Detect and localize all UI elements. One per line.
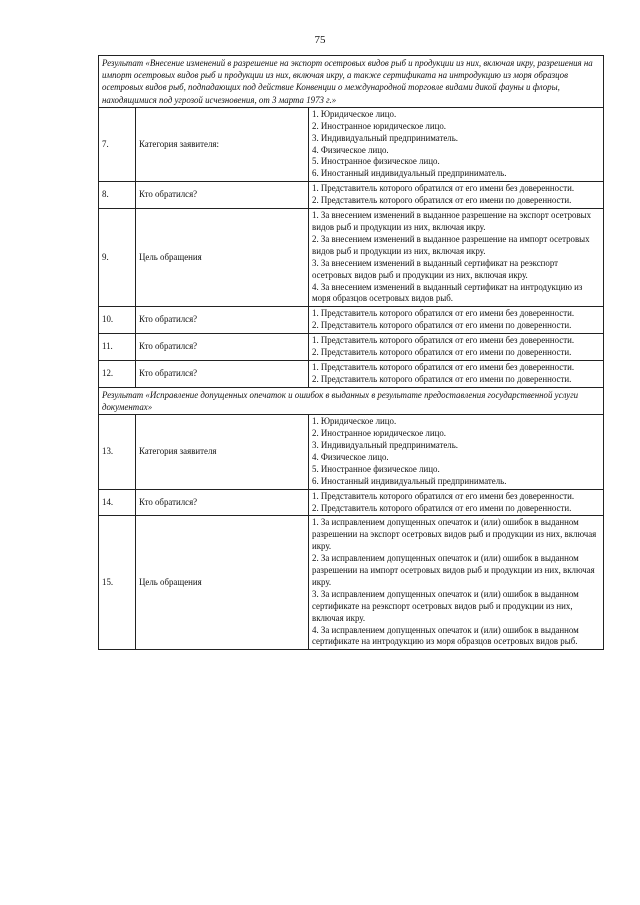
row-number: 7. [99,107,136,181]
question-cell: Категория заявителя: [136,107,309,181]
survey-table [98,55,604,650]
question-cell: Цель обращения [136,209,309,307]
page-number: 75 [314,34,326,46]
row-number: 10. [99,307,136,334]
answer-option: 5. Иностранное физическое лицо. [312,463,440,474]
answer-option: 1. Юридическое лицо. [312,416,397,427]
row-number: 15. [99,516,136,650]
table-row [99,360,604,387]
question-cell: Кто обратился? [136,489,309,516]
answers-cell [309,107,604,181]
answer-option: 3. Индивидуальный предприниматель. [312,439,458,450]
answer-option: 6. Иностанный индивидуальный предприниматель. [312,168,507,179]
row-number: 8. [99,182,136,209]
question-cell: Кто обратился? [136,334,309,361]
answers-cell [309,489,604,516]
answers-cell [309,334,604,361]
table-row [99,516,604,650]
question-cell: Кто обратился? [136,307,309,334]
answer-option: 1. Представитель которого обратился от его имени без доверенности. [312,183,575,194]
answer-option: 5. Иностранное физическое лицо. [312,156,440,167]
result-header-row [99,387,604,414]
question-cell: Кто обратился? [136,360,309,387]
answer-option: 4. За исправлением допущенных опечаток и (или) ошибок в выданном сертификате на интродукцию из моря образцов осетровых видов рыб. [312,624,579,647]
row-number: 14. [99,489,136,516]
answer-option: 1. За исправлением допущенных опечаток и (или) ошибок в выданном разрешении на экспорт осетровых видов рыб и продукции из них, включая икру. [312,517,597,552]
row-number: 13. [99,415,136,489]
answer-option: 2. За исправлением допущенных опечаток и (или) ошибок в выданном разрешении на импорт осетровых видов рыб и продукции из них, включая икру. [312,553,595,587]
answers-cell [309,307,604,334]
survey-table-body [99,56,604,650]
answer-option: 2. Представитель которого обратился от его имени по доверенности. [312,195,572,206]
answer-option: 2. Иностранное юридическое лицо. [312,120,446,131]
question-cell: Цель обращения [136,516,309,650]
answer-option: 1. За внесением изменений в выданное разрешение на экспорт осетровых видов рыб и продукции из них, включая икру. [312,210,592,232]
row-number: 12. [99,360,136,387]
answer-option: 2. За внесением изменений в выданное разрешение на импорт осетровых видов рыб и продукции из них, включая икру. [312,233,590,256]
table-row [99,307,604,334]
answer-option: 2. Представитель которого обратился от его имени по доверенности. [312,347,572,358]
answer-option: 3. За внесением изменений в выданный сертификат на реэкспорт осетровых видов рыб и продукции из них, включая икру. [312,257,559,280]
answer-option: 4. Физическое лицо. [312,451,389,462]
answer-option: 2. Представитель которого обратился от его имени по доверенности. [312,502,572,513]
answers-cell [309,209,604,307]
answer-option: 1. Представитель которого обратился от его имени без доверенности. [312,308,575,319]
table-row [99,182,604,209]
result-header: Результат «Внесение изменений в разрешение на экспорт осетровых видов рыб и продукции из них, включая икру, разрешения на импорт осетровых видов рыб и продукции из них, включая икру, а также сертификата на интродукцию из моря образцов осетровых видов рыб, подпадающих под действие Конвенции о международной торговле видами дикой фауны и флоры, находящимися под угрозой исчезновения, от 3 марта 1973 г.» [99,56,604,108]
answer-option: 1. Представитель которого обратился от его имени без доверенности. [312,335,575,346]
answer-option: 1. Представитель которого обратился от его имени без доверенности. [312,490,575,501]
row-number: 11. [99,334,136,361]
answers-cell [309,360,604,387]
table-row [99,107,604,181]
table-row [99,415,604,489]
answer-option: 4. За внесением изменений в выданный сертификат на интродукцию из моря образцов осетровых видов рыб. [312,281,583,304]
answer-option: 4. Физическое лицо. [312,144,389,155]
question-cell: Кто обратился? [136,182,309,209]
result-header: Результат «Исправление допущенных опечаток и ошибок в выданных в результате предоставления государственной услуги документах» [99,387,604,414]
answers-cell [309,182,604,209]
answer-option: 3. Индивидуальный предприниматель. [312,132,458,143]
table-row [99,334,604,361]
table-row [99,209,604,307]
answer-option: 2. Иностранное юридическое лицо. [312,428,446,439]
question-cell: Категория заявителя [136,415,309,489]
answers-cell [309,415,604,489]
answer-option: 1. Юридическое лицо. [312,108,397,119]
answers-cell [309,516,604,650]
answer-option: 3. За исправлением допущенных опечаток и (или) ошибок в выданном сертификате на реэкспорт осетровых видов рыб и продукции из них, включая икру. [312,588,579,623]
answer-option: 2. Представитель которого обратился от его имени по доверенности. [312,373,572,384]
table-row [99,489,604,516]
answer-option: 6. Иностанный индивидуальный предприниматель. [312,475,507,486]
answer-option: 1. Представитель которого обратился от его имени без доверенности. [312,361,575,372]
result-header-row [99,56,604,108]
row-number: 9. [99,209,136,307]
answer-option: 2. Представитель которого обратился от его имени по доверенности. [312,320,572,331]
